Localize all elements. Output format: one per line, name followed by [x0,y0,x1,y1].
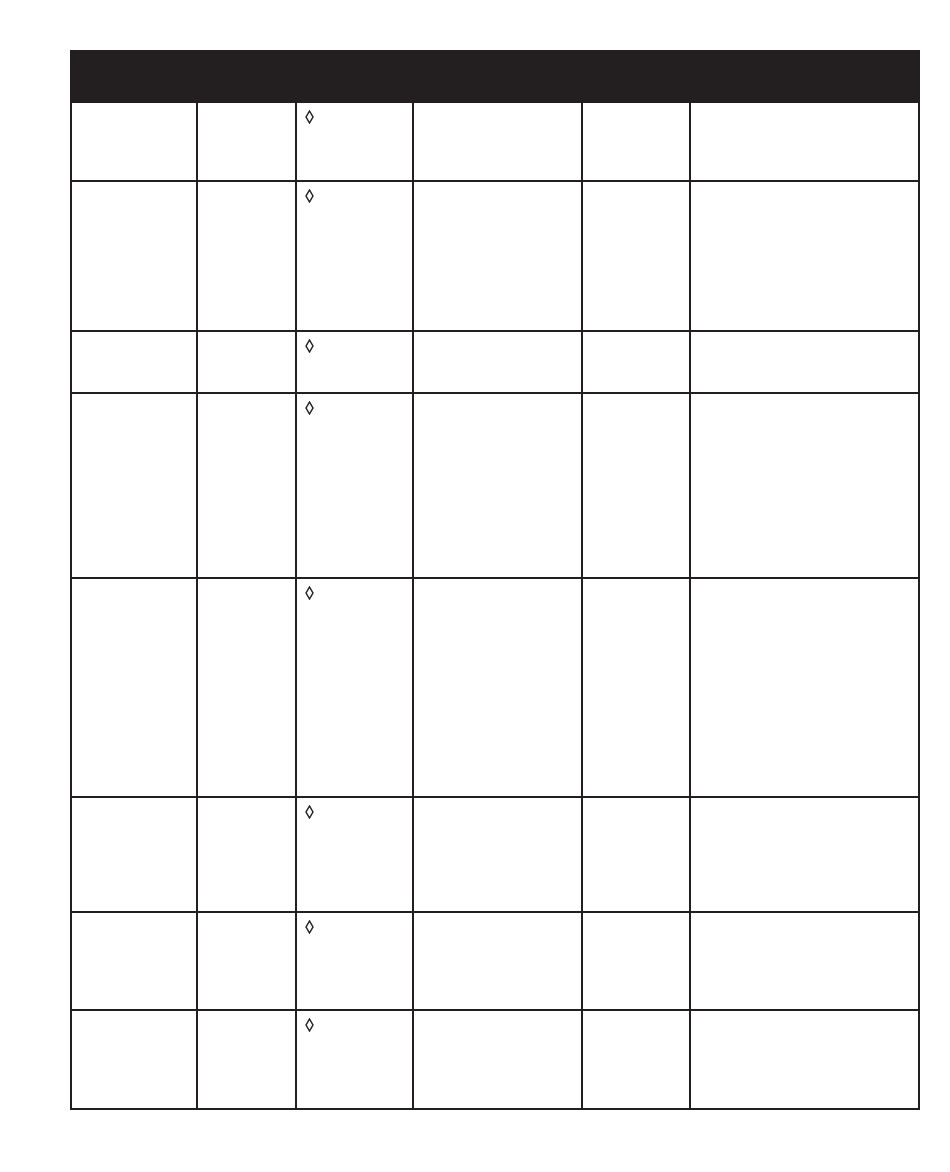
table-row [71,578,919,797]
table-header [71,51,919,102]
table-cell [582,1010,690,1109]
table-cell [71,331,197,393]
column-header-6 [690,51,919,102]
table-cell [71,1010,197,1109]
table-cell [296,1010,413,1109]
data-table [70,50,920,1110]
table-cell [197,393,296,578]
table-cell [690,578,919,797]
table-cell [690,797,919,912]
table-cell [690,1010,919,1109]
diamond-icon [305,339,314,353]
table-row [71,912,919,1010]
table-body [71,102,919,1109]
diamond-icon [305,805,314,819]
table-row [71,181,919,331]
table-cell [413,102,582,181]
table-cell [71,912,197,1010]
column-header-5 [582,51,690,102]
column-header-1 [71,51,197,102]
table-cell [71,797,197,912]
table-cell [71,102,197,181]
table-cell [296,181,413,331]
diamond-icon [305,189,314,203]
table-cell [413,393,582,578]
table-cell [197,912,296,1010]
table-cell [582,102,690,181]
table-cell [582,912,690,1010]
table-cell [413,912,582,1010]
diamond-icon [305,586,314,600]
table-cell [413,181,582,331]
data-table-container [70,50,918,1109]
table-cell [582,181,690,331]
table-cell [197,102,296,181]
table-cell [296,331,413,393]
table-cell [197,331,296,393]
table-cell [197,181,296,331]
diamond-icon [305,401,314,415]
column-header-2 [197,51,296,102]
table-cell [71,393,197,578]
table-cell [296,102,413,181]
table-row [71,797,919,912]
table-cell [582,331,690,393]
table-cell [690,181,919,331]
table-cell [197,797,296,912]
column-header-3 [296,51,413,102]
diamond-icon [305,1018,314,1032]
table-cell [582,797,690,912]
table-cell [413,331,582,393]
table-cell [690,102,919,181]
table-cell [197,578,296,797]
table-row [71,393,919,578]
table-cell [197,1010,296,1109]
diamond-icon [305,110,314,124]
table-cell [71,181,197,331]
table-cell [690,331,919,393]
table-cell [582,578,690,797]
table-cell [582,393,690,578]
table-cell [413,1010,582,1109]
table-cell [71,578,197,797]
table-cell [413,797,582,912]
table-row [71,331,919,393]
diamond-icon [305,920,314,934]
table-cell [690,912,919,1010]
table-cell [296,912,413,1010]
table-cell [296,797,413,912]
table-row [71,102,919,181]
table-cell [296,393,413,578]
table-cell [690,393,919,578]
column-header-4 [413,51,582,102]
table-cell [296,578,413,797]
table-cell [413,578,582,797]
header-row [71,51,919,102]
table-row [71,1010,919,1109]
